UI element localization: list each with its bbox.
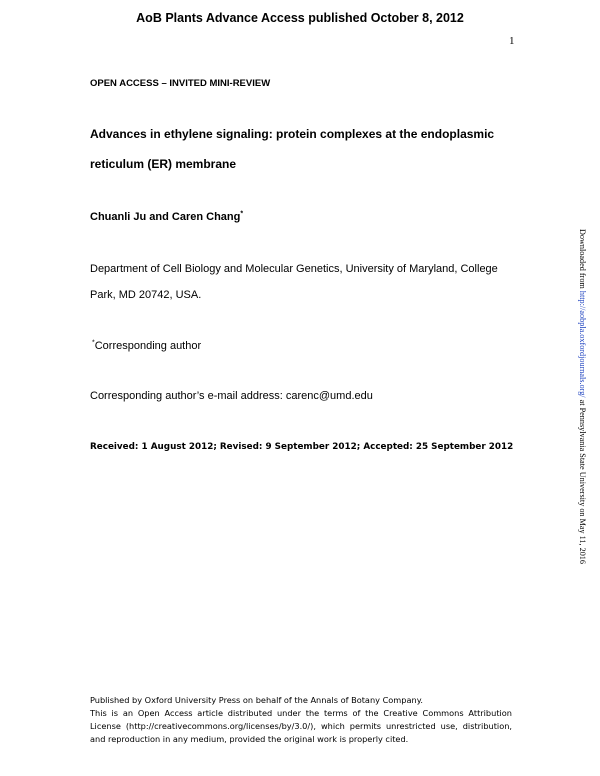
article-type: OPEN ACCESS – INVITED MINI-REVIEW [90,78,271,89]
corresponding-label: Corresponding author [94,340,202,352]
license-text-body: This is an Open Access article distributed under the terms of the Creative Commons Attribution License (http://creativecommons.org/licenses/by/3.0/), which permits unrestricted use, distribution, and reproduction in any medium, provided the original work is properly cited. [90,708,512,744]
page-number: 1 [509,35,515,47]
download-side-note [578,229,587,564]
publisher-line: Published by Oxford University Press on behalf of the Annals of Botany Company. [90,695,423,705]
license-text [90,707,512,746]
affiliation-line-1: Department of Cell Biology and Molecular Genetics, University of Maryland, College [90,263,498,275]
author-corresponding-mark: * [240,210,244,218]
side-note-link[interactable]: http://aobpla.oxfordjournals.org/ [578,290,587,398]
affiliation-line-2: Park, MD 20742, USA. [90,289,202,301]
received-dates: Received: 1 August 2012; Revised: 9 September 2012; Accepted: 25 September 2012 [90,442,514,452]
side-note-prefix: Downloaded from [578,229,587,291]
authors [90,211,243,223]
side-note-suffix: at Pennsylvania State University on May 11, 2016 [578,397,587,564]
advance-access-header: AoB Plants Advance Access published October 8, 2012 [136,11,464,25]
article-title-line-1: Advances in ethylene signaling: protein complexes at the endoplasmic [90,127,495,141]
corresponding-mark: * [92,339,95,347]
corresponding-author-note [92,340,201,352]
corresponding-email: Corresponding author’s e-mail address: carenc@umd.edu [90,390,373,402]
article-title-line-2: reticulum (ER) membrane [90,157,237,171]
author-names: Chuanli Ju and Caren Chang [90,211,241,223]
